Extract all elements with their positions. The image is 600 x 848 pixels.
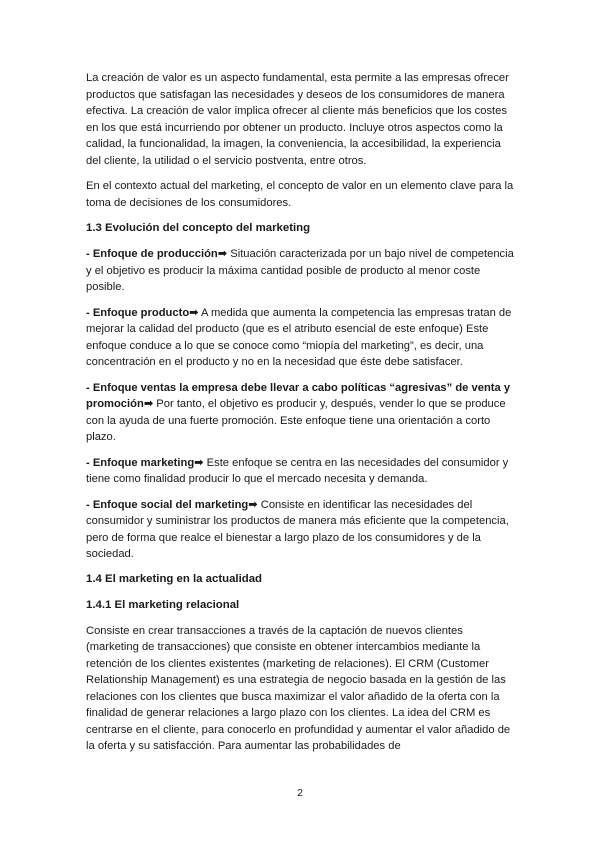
item-text: Situación caracterizada por un bajo nivel de competencia y el objetivo es producir la máxima cantidad posible de producto al menor coste posible. [86,248,514,293]
arrow-icon: ➡ [248,498,258,511]
item-label: - Enfoque de producción [86,248,218,260]
arrow-icon: ➡ [189,306,199,319]
paragraph-contexto-actual: En el contexto actual del marketing, el concepto de valor en un elemento clave para la toma de decisiones de los consumidores. [86,180,514,209]
item-label: - Enfoque ventas la empresa debe llevar a cabo políticas “agresivas” de venta y promoción [86,381,511,410]
item-label: - Enfoque producto [86,306,190,319]
list-item-enfoque-marketing [86,455,514,488]
arrow-icon: ➡ [217,248,228,260]
page-number: 2 [297,787,303,799]
paragraph-creacion-valor: La creación de valor es un aspecto fundamental, esta permite a las empresas ofrecer productos que satisfagan las necesidades y deseos de los consumidores de manera efectiva. La creación de valor implica ofrecer al cliente más beneficios que los costes en los que está incurriendo por obtener un producto. Incluye otros aspectos como la calidad, la funcionalidad, la imagen, la conveniencia, la accesibilidad, la experiencia del cliente, la utilidad o el servicio postventa, entre otros. [86,72,509,167]
item-text: Por tanto, el objetivo es producir y, después, vender lo que se produce con la ayuda de una fuerte promoción. Este enfoque tiene una orientación a corto plazo. [86,398,506,443]
paragraph-marketing-relacional: Consiste en crear transacciones a través de la captación de nuevos clientes (marketing de transacciones) que consiste en obtener intercambios mediante la retención de los clientes existentes (marketing de relaciones). El CRM (Customer Relationship Management) es una estrategia de negocio basada en la gestión de las relaciones con los clientes que busca maximizar el valor añadido de la oferta con la finalidad de generar relaciones a largo plazo con los clientes. La idea del CRM es centrarse en el cliente, para conocerlo en profundidad y aumentar el valor añadido de la oferta y su satisfacción. Para aumentar las probabilidades de [86,624,511,752]
list-item-enfoque-producto [86,305,514,371]
item-text: Este enfoque se centra en las necesidades del consumidor y tiene como finalidad producir lo que el mercado necesita y demanda. [86,456,509,485]
subsection-heading-1-4-1: 1.4.1 El marketing relacional [86,598,240,611]
item-text: Consiste en identificar las necesidades del consumidor y suministrar los productos de manera más eficiente que la competencia, pero de forma que realce el bienestar a largo plazo de los consumidores y de la sociedad. [86,498,509,560]
section-heading-1-4: 1.4 El marketing en la actualidad [86,572,262,585]
item-text: A medida que aumenta la competencia las empresas tratan de mejorar la calidad del producto (que es el atributo esencial de este enfoque) Este enfoque conduce a lo que se conoce como “miopía del marketing”, es decir, una concentración en el producto y no en la necesidad que éste debe satisfacer. [86,306,512,368]
section-heading-1-3: 1.3 Evolución del concepto del marketing [86,222,311,234]
list-item-enfoque-produccion [86,246,514,296]
list-item-enfoque-ventas [86,380,514,446]
item-label: - Enfoque marketing [86,456,195,469]
list-item-enfoque-social [86,497,514,563]
item-label: - Enfoque social del marketing [86,498,249,511]
arrow-icon: ➡ [143,398,154,410]
arrow-icon: ➡ [194,456,204,469]
